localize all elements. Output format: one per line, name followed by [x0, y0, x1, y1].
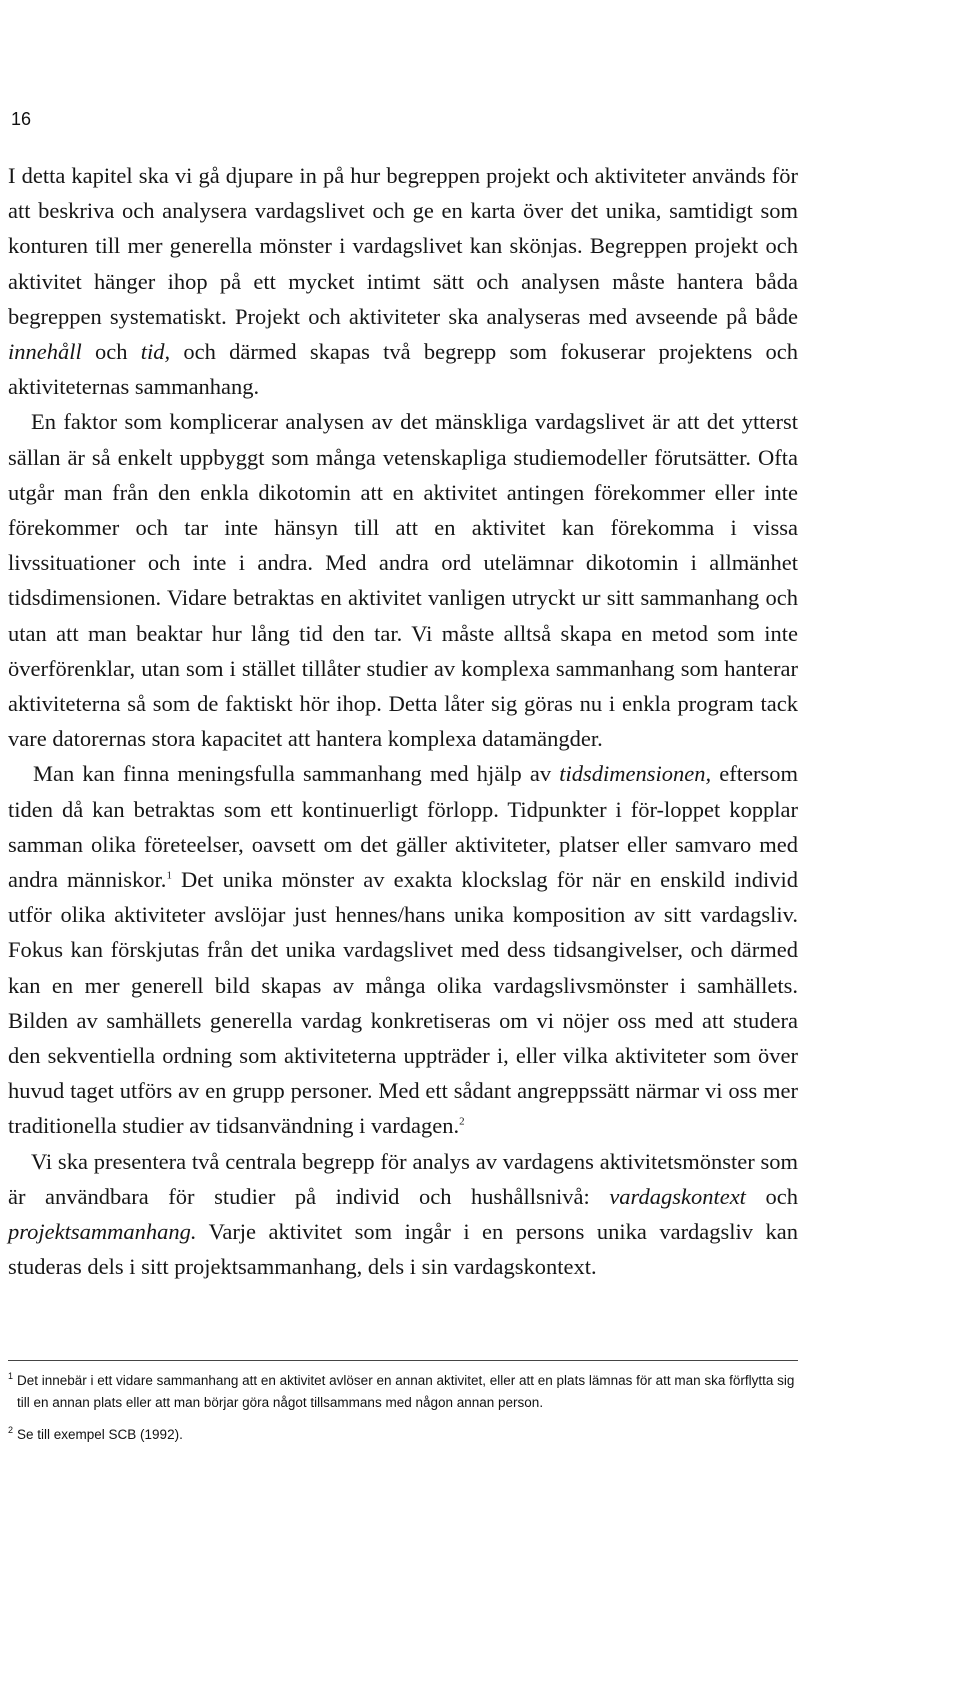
paragraph-3: [8, 756, 798, 1143]
paragraph-1-text: och: [81, 339, 141, 365]
paragraph-1: [8, 158, 798, 404]
paragraph-1-line-5: och analysen måste hantera båda begreppen systematiskt. Projekt och aktiviteter: [8, 268, 798, 329]
paragraph-1-text: ska analyseras med avseende på både: [448, 303, 799, 329]
paragraph-3-text: Det unika mönster av exakta klockslag för när en enskild individ utför olika aktiviteter avslöjar just hennes/hans unika komposition av sitt vardagsliv. Fokus kan förskjutas från det unika vardagslivet med dess tidsangivelser, och därmed kan en mer generell bild skapas av många olika vardagslivsmönster i samhällets. Bilden av samhällets generella vardag konkretiseras om vi nöjer oss med att studera den sekventiella ordning som aktiviteterna uppträder i, eller vilka aktiviteter som över huvud taget utförs av en grupp personer. Med ett sådant angreppssätt närmar vi oss mer traditionella studier av tidsanvändning i vardagen.: [8, 867, 799, 1139]
footnote-1: [8, 1370, 808, 1414]
paragraph-1-line-2: används för att beskriva och analysera vardagslivet och ge en karta över det: [8, 163, 799, 224]
paragraph-1-line-3: unika, samtidigt som konturen till mer generella mönster i vardagslivet kan: [8, 198, 798, 259]
footnote-1-mark: 1: [8, 1371, 14, 1381]
emphasis-tidsdimensionen: tidsdimensionen,: [559, 761, 712, 787]
footnote-separator: [8, 1360, 798, 1361]
footnote-2-mark: 2: [8, 1425, 14, 1435]
paragraph-3-text: Man kan finna meningsfulla sammanhang med hjälp av: [33, 761, 560, 787]
footnotes: [8, 1370, 808, 1456]
footnote-reference-1[interactable]: 1: [166, 869, 172, 882]
emphasis-projektsammanhang: projektsammanhang.: [8, 1219, 197, 1245]
paragraph-4-text: och: [745, 1183, 798, 1209]
emphasis-innehall: innehåll: [8, 339, 82, 365]
paragraph-4-text: Vi ska presentera två centrala begrepp för analys av vardagens aktivitetsmönster som är användbara för studier på individ och hushållsnivå:: [8, 1148, 798, 1209]
body-text: [8, 158, 798, 1285]
footnote-2: [8, 1424, 808, 1446]
footnote-2-text: Se till exempel SCB (1992).: [17, 1427, 183, 1442]
paragraph-2: En faktor som komplicerar analysen av det mänskliga vardagslivet är att det ytterst sällan är så enkelt uppbyggt som många vetenskapliga studiemodeller förutsätter. Ofta utgår man från den enkla dikotomin att en aktivitet antingen förekommer eller inte förekommer och tar inte hänsyn till att en aktivitet kan förekomma i vissa livssituationer och inte i andra. Med andra ord utelämnar dikotomin i allmänhet tidsdimensionen. Vidare betraktas en aktivitet vanligen utryckt ur sitt sammanhang och utan att man beaktar hur lång tid den tar. Vi måste alltså skapa en metod som inte överförenklar, utan som i stället tillåter studier av komplexa sammanhang som hanterar aktiviteterna så som de faktiskt hör ihop. Detta låter sig göras nu i enkla program tack vare datorernas stora kapacitet att hantera komplexa datamängder.: [8, 409, 798, 752]
footnote-1-text: Det innebär i ett vidare sammanhang att en aktivitet avlöser en annan aktivitet, eller att en plats lämnas för att man ska förflytta sig till en annan plats eller att man börjar göra något tillsammans med någon annan person.: [17, 1373, 795, 1410]
paragraph-1-text: och därmed skapas två begrepp som fokuserar projektens och aktiviteternas sammanhang.: [8, 339, 798, 400]
paragraph-4-text: Varje aktivitet som ingår i en persons unika vardagsliv kan studeras dels i sitt projektsammanhang, dels i sin vardagskontext.: [8, 1219, 798, 1280]
paragraph-1-line-4: skönjas. Begreppen projekt och aktivitet hänger ihop på ett mycket intimt sätt: [8, 233, 798, 294]
emphasis-tid: tid,: [140, 339, 171, 365]
paragraph-4: [8, 1144, 798, 1285]
footnote-reference-2[interactable]: 2: [459, 1115, 465, 1128]
paragraph-3-text: eftersom tiden då kan betraktas som ett kontinuerligt förlopp. Tidpunkter i för-loppet kopplar samman olika företeelser, oavsett om det gäller aktiviteter, platser eller samvaro med andra människor.: [8, 761, 799, 893]
paragraph-1-line-1: I detta kapitel ska vi gå djupare in på hur begreppen projekt och aktiviteter: [8, 163, 686, 188]
emphasis-vardagskontext: vardagskontext: [609, 1183, 746, 1209]
page-number: 16: [11, 109, 32, 129]
